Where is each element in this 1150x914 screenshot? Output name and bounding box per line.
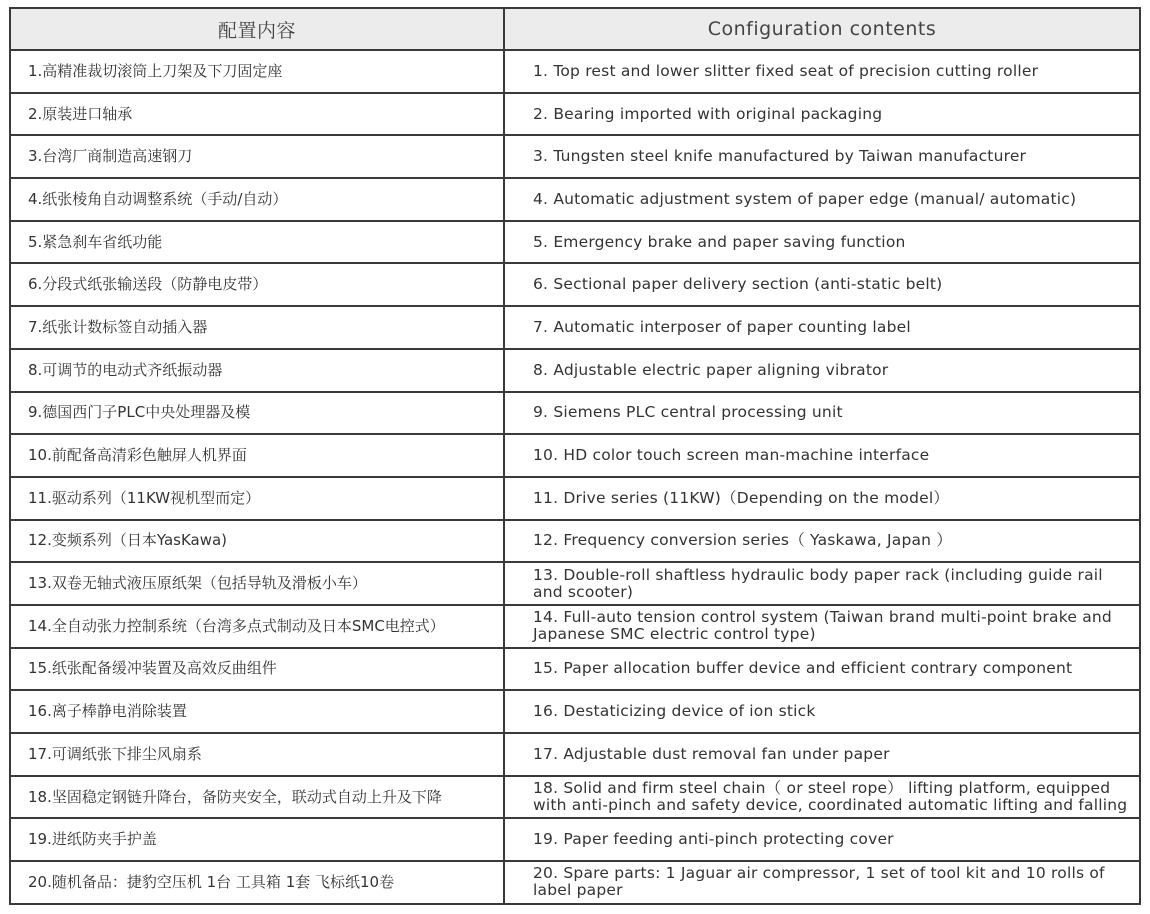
table-row — [10, 50, 1140, 93]
row-cn-cell: 20.随机备品：捷豹空压机 1台 工具箱 1套 飞标纸10卷 — [10, 861, 504, 904]
row-en-cell: 18. Solid and firm steel chain（ or steel rope） lifting platform, equipped with anti-pinch and safety device, coordinated automatic lifting and falling — [504, 776, 1140, 819]
table-row — [10, 392, 1140, 435]
row-en-cell: 3. Tungsten steel knife manufactured by Taiwan manufacturer — [504, 135, 1140, 178]
table-row — [10, 135, 1140, 178]
row-en-cell: 1. Top rest and lower slitter fixed seat of precision cutting roller — [504, 50, 1140, 93]
row-en-cell: 11. Drive series (11KW)（Depending on the model） — [504, 477, 1140, 520]
table-header-row — [10, 8, 1140, 50]
row-cn-cell: 10.前配备高清彩色触屏人机界面 — [10, 434, 504, 477]
row-cn-cell: 13.双卷无轴式液压原纸架（包括导轨及滑板小车） — [10, 562, 504, 605]
table-row — [10, 349, 1140, 392]
table-row — [10, 776, 1140, 819]
row-en-cell: 12. Frequency conversion series（ Yaskawa, Japan ） — [504, 520, 1140, 563]
row-en-cell: 5. Emergency brake and paper saving function — [504, 221, 1140, 264]
configuration-table — [9, 7, 1141, 905]
row-cn-cell: 9.德国西门子PLC中央处理器及模 — [10, 392, 504, 435]
header-cn: 配置内容 — [10, 8, 504, 50]
table-row — [10, 477, 1140, 520]
row-en-cell: 9. Siemens PLC central processing unit — [504, 392, 1140, 435]
row-cn-cell: 15.纸张配备缓冲装置及高效反曲组件 — [10, 648, 504, 691]
table-row — [10, 178, 1140, 221]
row-cn-cell: 18.坚固稳定钢链升降台，备防夹安全，联动式自动上升及下降 — [10, 776, 504, 819]
row-en-cell: 16. Destaticizing device of ion stick — [504, 690, 1140, 733]
row-cn-cell: 17.可调纸张下排尘风扇系 — [10, 733, 504, 776]
table-row — [10, 306, 1140, 349]
row-cn-cell: 14.全自动张力控制系统（台湾多点式制动及日本SMC电控式） — [10, 605, 504, 648]
row-cn-cell: 5.紧急刹车省纸功能 — [10, 221, 504, 264]
table-row — [10, 434, 1140, 477]
table-row — [10, 733, 1140, 776]
row-en-cell: 4. Automatic adjustment system of paper edge (manual/ automatic) — [504, 178, 1140, 221]
row-en-cell: 7. Automatic interposer of paper counting label — [504, 306, 1140, 349]
row-en-cell: 19. Paper feeding anti-pinch protecting cover — [504, 818, 1140, 861]
table-row — [10, 93, 1140, 136]
row-en-cell: 10. HD color touch screen man-machine interface — [504, 434, 1140, 477]
row-cn-cell: 6.分段式纸张输送段（防静电皮带） — [10, 263, 504, 306]
row-en-cell: 8. Adjustable electric paper aligning vibrator — [504, 349, 1140, 392]
table-row — [10, 648, 1140, 691]
table-row — [10, 861, 1140, 904]
table-row — [10, 690, 1140, 733]
row-cn-cell: 3.台湾厂商制造高速钢刀 — [10, 135, 504, 178]
row-en-cell: 17. Adjustable dust removal fan under paper — [504, 733, 1140, 776]
row-cn-cell: 4.纸张棱角自动调整系统（手动/自动） — [10, 178, 504, 221]
row-cn-cell: 11.驱动系列（11KW视机型而定） — [10, 477, 504, 520]
row-cn-cell: 8.可调节的电动式齐纸振动器 — [10, 349, 504, 392]
row-en-cell: 20. Spare parts: 1 Jaguar air compressor, 1 set of tool kit and 10 rolls of label paper — [504, 861, 1140, 904]
row-en-cell: 6. Sectional paper delivery section (anti-static belt) — [504, 263, 1140, 306]
row-en-cell: 14. Full-auto tension control system (Taiwan brand multi-point brake and Japanese SMC electric control type) — [504, 605, 1140, 648]
table-row — [10, 818, 1140, 861]
header-en: Configuration contents — [504, 8, 1140, 50]
table-row — [10, 263, 1140, 306]
table-row — [10, 520, 1140, 563]
table-row — [10, 221, 1140, 264]
row-en-cell: 2. Bearing imported with original packaging — [504, 93, 1140, 136]
row-cn-cell: 16.离子棒静电消除装置 — [10, 690, 504, 733]
row-cn-cell: 19.进纸防夹手护盖 — [10, 818, 504, 861]
row-cn-cell: 7.纸张计数标签自动插入器 — [10, 306, 504, 349]
table-row — [10, 562, 1140, 605]
row-cn-cell: 12.变频系列（日本YasKawa) — [10, 520, 504, 563]
row-cn-cell: 1.高精准裁切滚筒上刀架及下刀固定座 — [10, 50, 504, 93]
table-row — [10, 605, 1140, 648]
row-en-cell: 13. Double-roll shaftless hydraulic body paper rack (including guide rail and scooter) — [504, 562, 1140, 605]
row-cn-cell: 2.原装进口轴承 — [10, 93, 504, 136]
row-en-cell: 15. Paper allocation buffer device and efficient contrary component — [504, 648, 1140, 691]
